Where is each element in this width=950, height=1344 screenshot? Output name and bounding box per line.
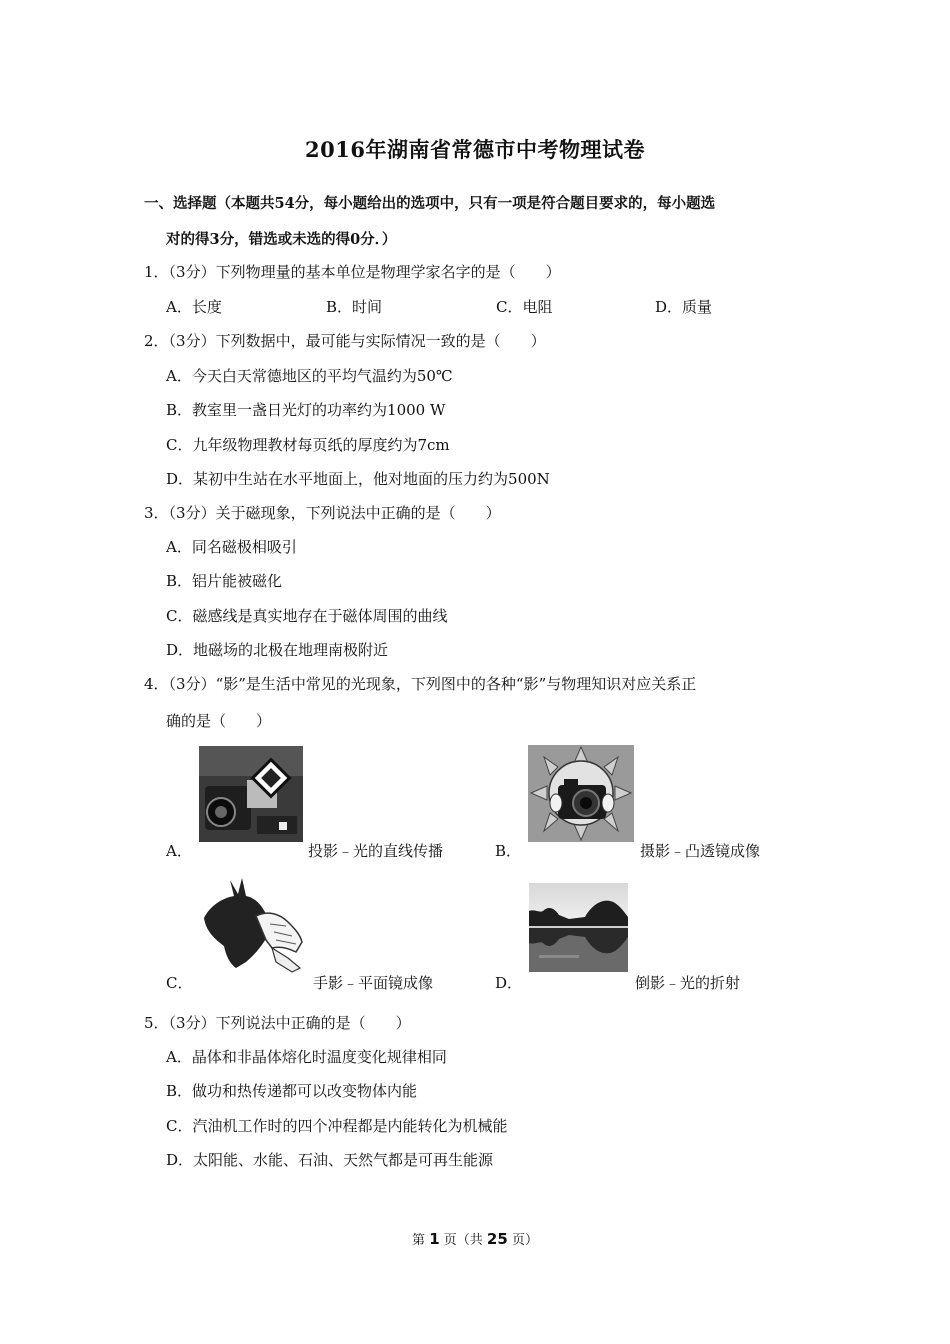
question-2-option-b: B．教室里一盏日光灯的功率约为1000 W [166, 401, 446, 419]
question-4-option-c-text: 手影﹣平面镜成像 [313, 974, 434, 992]
question-4-option-d-letter: D． [495, 974, 523, 992]
question-4-option-b-letter: B． [495, 842, 522, 860]
question-1-option-a: A．长度 [166, 298, 222, 316]
question-4-option-a-text: 投影﹣光的直线传播 [308, 842, 444, 860]
question-3-option-c: C．磁感线是真实地存在于磁体周围的曲线 [166, 607, 448, 625]
projector-image [199, 746, 303, 842]
footer-page-number: 1 [429, 1230, 440, 1248]
footer-total-pages: 25 [486, 1230, 508, 1248]
question-3-stem: 3．（3分）关于磁现象，下列说法中正确的是（ ） [144, 504, 501, 522]
question-2-option-c: C．九年级物理教材每页纸的厚度约为7cm [166, 436, 450, 454]
section-heading-line1: 一、选择题（本题共54分，每小题给出的选项中，只有一项是符合题目要求的，每小题选 [144, 195, 716, 212]
question-2-stem: 2．（3分）下列数据中，最可能与实际情况一致的是（ ） [144, 332, 546, 350]
question-4-stem-line1: 4．（3分）“影”是生活中常见的光现象，下列图中的各种“影”与物理知识对应关系正 [144, 675, 697, 693]
question-5-option-a: A．晶体和非晶体熔化时温度变化规律相同 [166, 1048, 447, 1066]
question-4-option-d-text: 倒影﹣光的折射 [635, 974, 741, 992]
question-4-option-c-letter: C． [166, 974, 193, 992]
question-3-option-b: B．铝片能被磁化 [166, 572, 283, 590]
footer-mid: 页（共 [443, 1233, 483, 1248]
question-2-option-d: D．某初中生站在水平地面上，他对地面的压力约为500N [166, 470, 550, 488]
reflection-image [529, 883, 628, 972]
question-5-stem: 5．（3分）下列说法中正确的是（ ） [144, 1014, 411, 1032]
footer-suffix: 页） [511, 1233, 538, 1248]
section-heading [144, 186, 814, 258]
section-heading-line2: 对的得3分，错选或未选的得0分．） [166, 231, 397, 248]
footer-prefix: 第 [412, 1233, 426, 1248]
hand-shadow-image [196, 876, 308, 974]
question-1-stem: 1．（3分）下列物理量的基本单位是物理学家名字的是（ ） [144, 263, 561, 281]
question-4-option-b-text: 摄影﹣凸透镜成像 [640, 842, 761, 860]
question-4-stem-line2: 确的是（ ） [166, 712, 272, 730]
page-footer [0, 1229, 950, 1248]
page-title: 2016年湖南省常德市中考物理试卷 [305, 137, 645, 162]
question-2-option-a: A．今天白天常德地区的平均气温约为50℃ [166, 367, 453, 385]
question-1-option-c: C．电阻 [496, 298, 553, 316]
question-5-option-b: B．做功和热传递都可以改变物体内能 [166, 1082, 418, 1100]
question-1-option-d: D．质量 [655, 298, 713, 316]
question-4-option-a-letter: A． [166, 842, 192, 860]
question-3-option-d: D．地磁场的北极在地理南极附近 [166, 641, 389, 659]
question-3-option-a: A．同名磁极相吸引 [166, 538, 297, 556]
question-5-option-c: C．汽油机工作时的四个冲程都是内能转化为机械能 [166, 1117, 508, 1135]
question-1-option-b: B．时间 [326, 298, 383, 316]
camera-sun-image [528, 745, 634, 842]
question-5-option-d: D．太阳能、水能、石油、天然气都是可再生能源 [166, 1151, 494, 1169]
